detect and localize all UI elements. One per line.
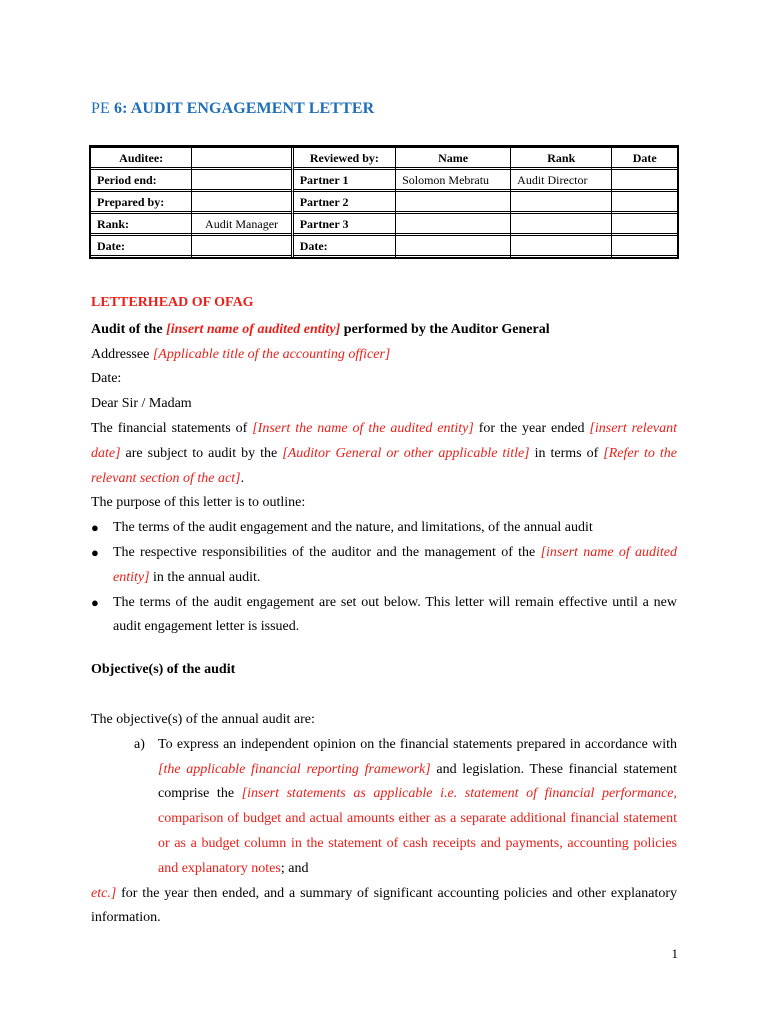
- bullet-item: [91, 516, 677, 541]
- row-reviewer: Partner 3: [294, 214, 396, 236]
- row-label: Prepared by:: [91, 192, 192, 214]
- bullet-item: [91, 591, 677, 641]
- page-number: 1: [671, 946, 678, 961]
- row-date: [612, 170, 677, 192]
- row-date: [612, 192, 677, 214]
- placeholder-entity: [insert name of audited entity]: [113, 544, 678, 585]
- row-rank: [511, 192, 612, 214]
- para-text: are subject to audit by the: [120, 445, 283, 461]
- bullet-item: [91, 541, 677, 591]
- bullet-icon: ●: [91, 520, 99, 536]
- date-line: Date:: [91, 371, 122, 387]
- title-main: 6: AUDIT ENGAGEMENT LETTER: [113, 100, 375, 117]
- row-name: [396, 192, 511, 214]
- audit-heading: [91, 318, 677, 343]
- purpose-line: The purpose of this letter is to outline:: [91, 495, 306, 511]
- addressee-label: Addressee: [91, 346, 153, 362]
- row-rank: Audit Director: [511, 170, 612, 192]
- bullet-icon: ●: [91, 544, 99, 560]
- placeholder-statements-cont: comparison of budget and actual amounts either as a separate additional financial statement or as a budget column in the statement of cash receipts and payments, accounting policies and explanatory notes: [158, 811, 677, 876]
- header-date: Date: [612, 148, 677, 170]
- bullet-text: The terms of the audit engagement are set out below. This letter will remain effective until a new audit engagement letter is issued.: [113, 594, 677, 635]
- placeholder-accounting-officer: [Applicable title of the accounting officer]: [152, 346, 391, 362]
- row-date: [612, 236, 677, 257]
- table-row: [91, 192, 677, 214]
- objective-section: [91, 708, 677, 931]
- item-text: and legislation. These financial statement comprise the: [158, 761, 677, 802]
- item-text-end: ; and: [280, 860, 309, 876]
- para-text: .: [240, 470, 245, 486]
- row-reviewer: Partner 1: [294, 170, 396, 192]
- header-auditee: Auditee:: [91, 148, 192, 170]
- row-label: Date:: [91, 236, 192, 257]
- row-date: [612, 214, 677, 236]
- placeholder-framework: [the applicable financial reporting framework]: [158, 761, 431, 777]
- row-label: Rank:: [91, 214, 192, 236]
- placeholder-statements: [insert statements as applicable i.e. statement of financial performance,: [241, 786, 678, 802]
- row-value: [192, 192, 293, 214]
- table-header-row: [91, 148, 677, 170]
- placeholder-etc: etc.]: [91, 885, 117, 901]
- row-name: [396, 214, 511, 236]
- closing-paragraph: [91, 882, 677, 932]
- review-table: [89, 145, 679, 259]
- row-value: Audit Manager: [192, 214, 293, 236]
- table-row: [91, 214, 677, 236]
- page-title: [91, 100, 374, 118]
- closing-text: for the year then ended, and a summary of significant accounting policies and other explanatory information.: [91, 885, 677, 926]
- placeholder-entity: [Insert the name of the audited entity]: [252, 420, 474, 436]
- bullet-text: The terms of the audit engagement and the nature, and limitations, of the annual audit: [113, 520, 593, 536]
- letter-body: [91, 291, 677, 640]
- addressee-line: [91, 343, 677, 368]
- row-label: Period end:: [91, 170, 192, 192]
- intro-paragraph: [91, 417, 677, 491]
- row-value: [192, 170, 293, 192]
- item-label: a): [134, 736, 145, 752]
- para-text: The financial statements of: [91, 420, 253, 436]
- placeholder-entity-name: [insert name of audited entity]: [166, 321, 341, 337]
- placeholder-auditor-title: [Auditor General or other applicable title]: [282, 445, 530, 461]
- para-text: in terms of: [529, 445, 604, 461]
- audit-heading-text-end: performed by the Auditor General: [340, 321, 550, 337]
- table-row: [91, 236, 677, 257]
- bullet-text-end: in the annual audit.: [149, 569, 261, 585]
- row-value: [192, 236, 293, 257]
- audit-heading-text: Audit of the: [91, 321, 167, 337]
- letterhead: LETTERHEAD OF OFAG: [91, 295, 254, 310]
- placeholder-date: [insert relevant date]: [91, 420, 678, 461]
- item-text: To express an independent opinion on the financial statements prepared in accordance with: [158, 736, 677, 752]
- row-name: Solomon Mebratu: [396, 170, 511, 192]
- para-text: for the year ended: [473, 420, 590, 436]
- row-rank: [511, 236, 612, 257]
- table-row: [91, 170, 677, 192]
- header-name: Name: [396, 148, 511, 170]
- row-name: [396, 236, 511, 257]
- row-reviewer: Date:: [294, 236, 396, 257]
- auditee-value-cell: [192, 148, 293, 170]
- row-rank: [511, 214, 612, 236]
- row-reviewer: Partner 2: [294, 192, 396, 214]
- objective-intro: The objective(s) of the annual audit are:: [91, 712, 315, 727]
- placeholder-act-section: [Refer to the relevant section of the act]: [91, 445, 678, 486]
- salutation: Dear Sir / Madam: [91, 396, 192, 412]
- objective-item-a: [91, 733, 677, 882]
- header-reviewed-by: Reviewed by:: [294, 148, 396, 170]
- objective-heading: Objective(s) of the audit: [91, 662, 236, 677]
- title-prefix: PE: [91, 100, 114, 117]
- header-rank: Rank: [511, 148, 612, 170]
- bullet-text: The respective responsibilities of the auditor and the management of the: [113, 544, 541, 560]
- bullet-icon: ●: [91, 594, 99, 610]
